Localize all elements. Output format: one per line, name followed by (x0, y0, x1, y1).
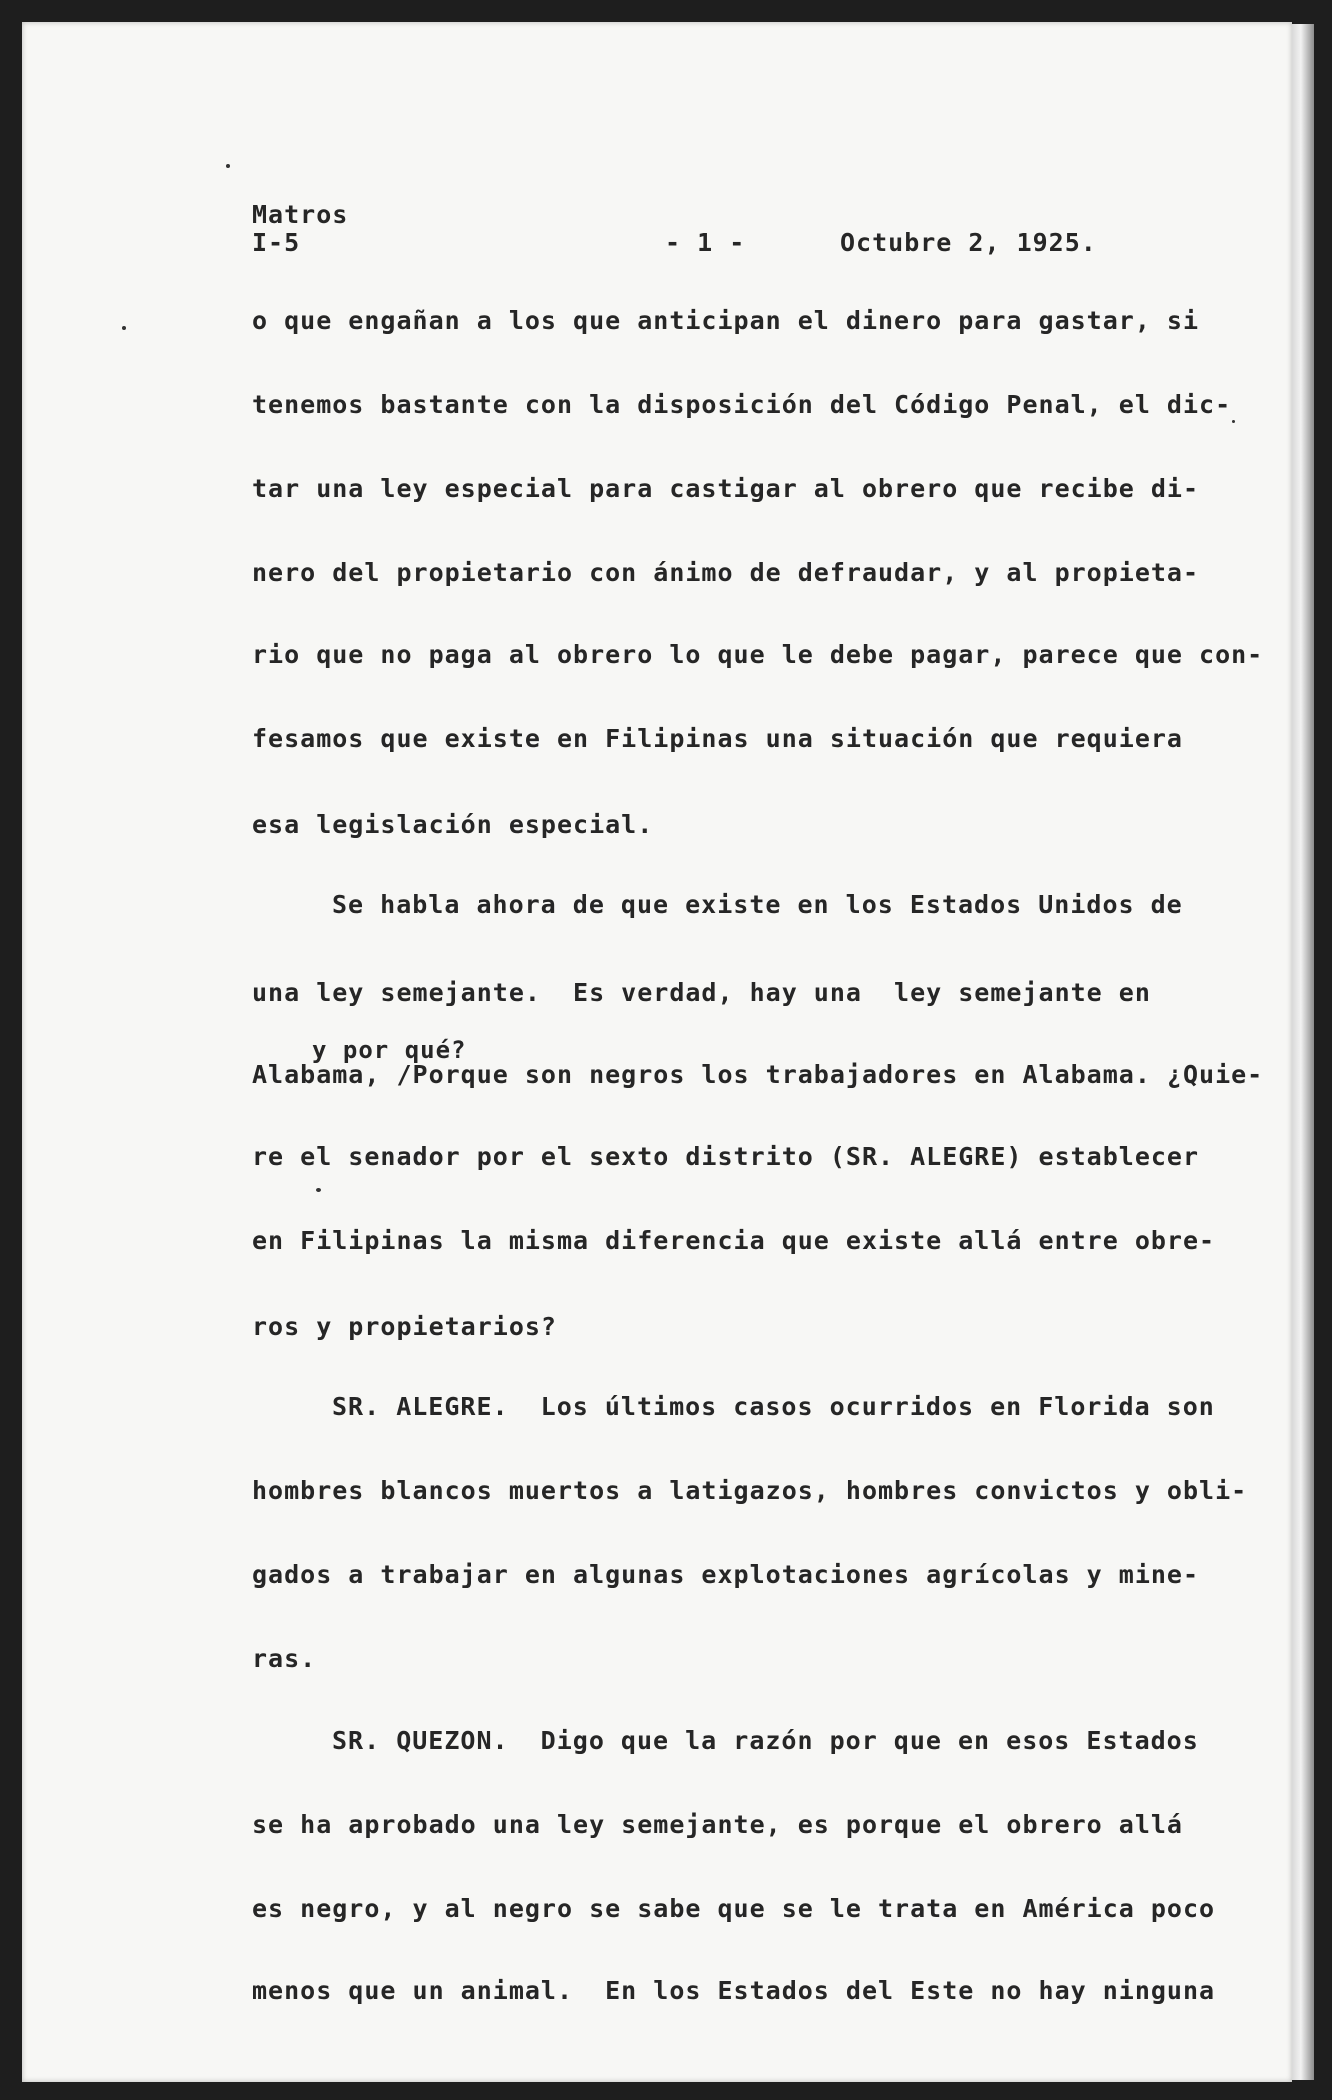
header-name: Matros (252, 200, 349, 229)
scan-speck (122, 326, 126, 330)
body-line: se ha aprobado una ley semejante, es porque el obrero allá (252, 1810, 1183, 1839)
body-line: o que engañan a los que anticipan el dinero para gastar, si (252, 306, 1200, 335)
body-line: ros y propietarios? (252, 1312, 557, 1341)
header-date: Octubre 2, 1925. (840, 228, 1097, 257)
scan-speck (226, 164, 230, 168)
body-line: fesamos que existe en Filipinas una situación que requiera (252, 724, 1183, 753)
page-edge (1292, 24, 1314, 2080)
handwritten-insertion: y por qué? (312, 1036, 467, 1064)
body-line: Se habla ahora de que existe en los Estados Unidos de (332, 890, 1183, 919)
scan-speck (1232, 420, 1235, 423)
body-line: menos que un animal. En los Estados del Este no hay ninguna (252, 1976, 1216, 2005)
body-line: es negro, y al negro se sabe que se le trata en América poco (252, 1894, 1216, 1923)
body-line: hombres blancos muertos a latigazos, hombres convictos y obli- (252, 1476, 1248, 1505)
body-line: SR. ALEGRE. Los últimos casos ocurridos en Florida son (332, 1392, 1215, 1421)
body-line: una ley semejante. Es verdad, hay una ley semejante en (252, 978, 1151, 1007)
body-line: tenemos bastante con la disposición del Código Penal, el dic- (252, 390, 1232, 419)
body-line: Alabama, /Porque son negros los trabajadores en Alabama. ¿Quie- (252, 1060, 1264, 1089)
body-line: re el senador por el sexto distrito (SR. ALEGRE) establecer (252, 1142, 1200, 1171)
body-line: esa legislación especial. (252, 810, 654, 839)
body-line: rio que no paga al obrero lo que le debe pagar, parece que con- (252, 640, 1264, 669)
body-line: en Filipinas la misma diferencia que existe allá entre obre- (252, 1226, 1216, 1255)
header-code: I-5 (252, 228, 301, 257)
body-line: nero del propietario con ánimo de defraudar, y al propieta- (252, 558, 1200, 587)
body-line: gados a trabajar en algunas explotaciones agrícolas y mine- (252, 1560, 1200, 1589)
page-number: - 1 - (665, 228, 746, 257)
body-line: tar una ley especial para castigar al obrero que recibe di- (252, 474, 1200, 503)
body-line: ras. (252, 1644, 317, 1673)
body-line: SR. QUEZON. Digo que la razón por que en esos Estados (332, 1726, 1199, 1755)
scan-speck (316, 1188, 321, 1192)
